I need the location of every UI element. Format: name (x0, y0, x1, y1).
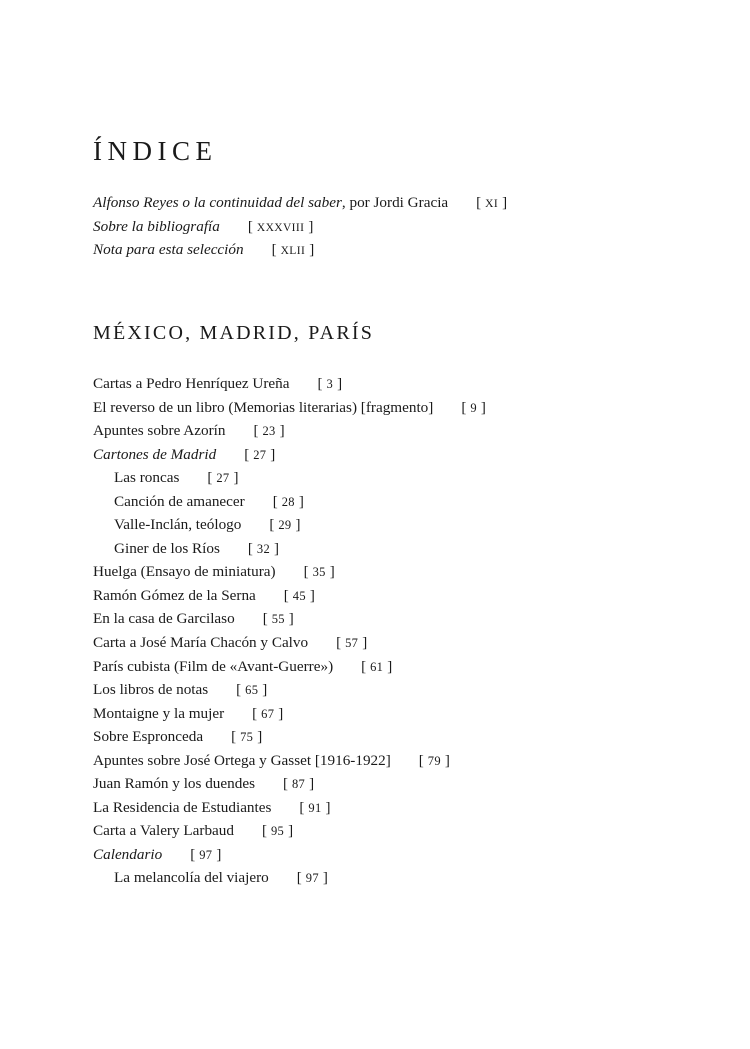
page-reference (190, 846, 221, 863)
page-number: 27 (253, 447, 267, 462)
index-heading: ÍNDICE (93, 136, 218, 166)
page-number: 65 (245, 683, 259, 698)
page-number: XLII (280, 245, 306, 258)
page-reference (231, 728, 262, 745)
page-reference (248, 540, 279, 557)
entry-title-text: París cubista (Film de «Avant-Guerre») (93, 657, 334, 675)
page-number: XXXVIII (256, 221, 305, 234)
toc-entry (93, 215, 507, 239)
close-bracket: ] (216, 846, 222, 863)
toc-entry (93, 584, 486, 608)
page-reference (273, 493, 304, 510)
close-bracket: ] (233, 470, 239, 487)
open-bracket: [ (247, 540, 253, 557)
page-number: 57 (345, 636, 359, 651)
page-number: XI (485, 198, 499, 210)
page-reference (304, 563, 335, 580)
close-bracket: ] (444, 752, 450, 769)
open-bracket: [ (303, 564, 309, 581)
page-number: 23 (262, 424, 276, 439)
close-bracket: ] (308, 218, 314, 235)
entry-title-text: El reverso de un libro (Memorias literarias) [fragmento] (93, 398, 434, 416)
entry-title-text: Alfonso Reyes o la continuidad del saber (93, 194, 342, 211)
page-reference (318, 375, 343, 392)
toc-entry (93, 560, 486, 584)
entry-title-text: Valle-Inclán, teólogo (114, 516, 242, 534)
page-number: 28 (281, 494, 295, 509)
close-bracket: ] (325, 799, 331, 816)
toc-entry (93, 631, 486, 655)
close-bracket: ] (257, 729, 263, 746)
toc-entry (93, 372, 486, 396)
toc-entry (93, 725, 486, 749)
page-number: 75 (240, 730, 254, 745)
close-bracket: ] (502, 195, 508, 211)
page-reference (361, 658, 392, 675)
toc-entry (93, 819, 486, 843)
close-bracket: ] (288, 823, 294, 840)
open-bracket: [ (296, 870, 302, 887)
page-number: 32 (256, 541, 270, 556)
page-number: 87 (291, 777, 306, 792)
toc-entries (93, 372, 486, 890)
open-bracket: [ (283, 587, 289, 604)
close-bracket: ] (329, 564, 335, 581)
open-bracket: [ (272, 493, 278, 510)
toc-entry (93, 866, 486, 890)
toc-entry (93, 772, 486, 796)
entry-title-text: Cartones de Madrid (93, 445, 217, 463)
page-number: 29 (278, 518, 292, 533)
entry-title-text: Apuntes sobre José Ortega y Gasset [1916-1922] (93, 751, 391, 769)
page-reference (269, 516, 300, 533)
page-number: 9 (470, 400, 477, 415)
open-bracket: [ (299, 799, 305, 816)
open-bracket: [ (361, 658, 367, 675)
close-bracket: ] (278, 705, 284, 722)
toc-entry (93, 396, 486, 420)
intro-entries (93, 191, 507, 262)
close-bracket: ] (279, 423, 285, 440)
entry-title-text: Sobre Espronceda (93, 728, 204, 746)
page-number: 97 (199, 847, 213, 862)
close-bracket: ] (480, 399, 486, 416)
page-reference (297, 869, 328, 886)
entry-title-text: Huelga (Ensayo de miniatura) (93, 563, 276, 581)
entry-title-text: Sobre la bibliografía (93, 217, 220, 235)
open-bracket: [ (418, 752, 424, 769)
page-number: 55 (271, 612, 285, 627)
entry-title-text: Carta a Valery Larbaud (93, 822, 234, 840)
toc-entry (93, 490, 486, 514)
close-bracket: ] (387, 658, 393, 675)
toc-entry (93, 702, 486, 726)
toc-entry (93, 537, 486, 561)
entry-title-text: Los libros de notas (93, 681, 209, 699)
open-bracket: [ (461, 399, 467, 416)
page-reference (262, 822, 293, 839)
page-reference (283, 775, 314, 792)
toc-entry (93, 655, 486, 679)
toc-entry (93, 238, 507, 262)
entry-title-text: Giner de los Ríos (114, 539, 220, 557)
section-title: MÉXICO, MADRID, PARÍS (93, 322, 375, 344)
page-reference (336, 634, 367, 651)
page-number: 27 (216, 471, 230, 486)
open-bracket: [ (236, 682, 242, 699)
page-number: 3 (326, 377, 334, 391)
page-reference (253, 422, 284, 439)
open-bracket: [ (231, 729, 237, 746)
page-number: 35 (312, 565, 326, 580)
toc-entry (93, 607, 486, 631)
entry-title-text: La melancolía del viajero (114, 869, 269, 887)
close-bracket: ] (295, 517, 301, 534)
toc-entry (93, 419, 486, 443)
page-reference (272, 241, 315, 258)
page-reference (236, 681, 267, 698)
toc-entry (93, 513, 486, 537)
entry-title-text: Las roncas (114, 469, 180, 487)
entry-title-text: Apuntes sobre Azorín (93, 422, 226, 440)
entry-title-text: Montaigne y la mujer (93, 704, 225, 722)
open-bracket: [ (252, 705, 258, 722)
page-reference (207, 469, 238, 486)
open-bracket: [ (271, 242, 277, 259)
page-number: 67 (261, 706, 275, 721)
entry-title-text: Cartas a Pedro Henríquez Ureña (93, 375, 290, 392)
page-number: 45 (292, 588, 306, 603)
close-bracket: ] (274, 540, 279, 557)
toc-entry (93, 443, 486, 467)
toc-entry (93, 678, 486, 702)
toc-entry (93, 843, 486, 867)
page-reference (299, 799, 330, 816)
page-number: 95 (270, 824, 285, 839)
entry-title-text: Ramón Gómez de la Serna (93, 586, 256, 604)
toc-entry (93, 466, 486, 490)
open-bracket: [ (269, 517, 275, 534)
page-number: 91 (308, 800, 322, 815)
entry-title-text: Juan Ramón y los duendes (93, 775, 255, 793)
open-bracket: [ (261, 823, 267, 840)
close-bracket: ] (288, 611, 294, 628)
close-bracket: ] (362, 635, 368, 652)
entry-title-text: Calendario (93, 845, 163, 863)
page-number: 61 (370, 659, 384, 674)
close-bracket: ] (309, 242, 315, 259)
close-bracket: ] (337, 376, 343, 392)
open-bracket: [ (190, 846, 196, 863)
page-number: 97 (305, 871, 319, 886)
page-reference (419, 752, 450, 769)
page-reference (244, 446, 275, 463)
entry-title-text: , por Jordi Gracia (341, 194, 449, 211)
open-bracket: [ (476, 195, 482, 211)
open-bracket: [ (282, 776, 288, 793)
page-reference (461, 399, 486, 416)
page-reference (476, 194, 507, 211)
close-bracket: ] (270, 446, 276, 463)
page-number: 79 (427, 753, 441, 768)
open-bracket: [ (336, 635, 342, 652)
page-reference (263, 610, 294, 627)
entry-title-text: Nota para esta selección (93, 241, 244, 259)
close-bracket: ] (309, 776, 315, 793)
close-bracket: ] (309, 587, 315, 604)
toc-entry (93, 191, 507, 215)
entry-title-text: Carta a José María Chacón y Calvo (93, 634, 309, 652)
page-reference (284, 587, 315, 604)
open-bracket: [ (244, 446, 250, 463)
entry-title-text: En la casa de Garcilaso (93, 610, 235, 628)
close-bracket: ] (262, 682, 268, 699)
open-bracket: [ (317, 376, 323, 392)
close-bracket: ] (322, 870, 328, 887)
open-bracket: [ (247, 218, 253, 235)
entry-title-text: La Residencia de Estudiantes (93, 798, 272, 816)
open-bracket: [ (262, 611, 268, 628)
close-bracket: ] (298, 493, 304, 510)
open-bracket: [ (207, 470, 213, 487)
toc-entry (93, 796, 486, 820)
toc-entry (93, 749, 486, 773)
entry-title-text: Canción de amanecer (114, 492, 245, 510)
page-reference (248, 218, 314, 235)
page-reference (252, 705, 283, 722)
open-bracket: [ (253, 423, 259, 440)
